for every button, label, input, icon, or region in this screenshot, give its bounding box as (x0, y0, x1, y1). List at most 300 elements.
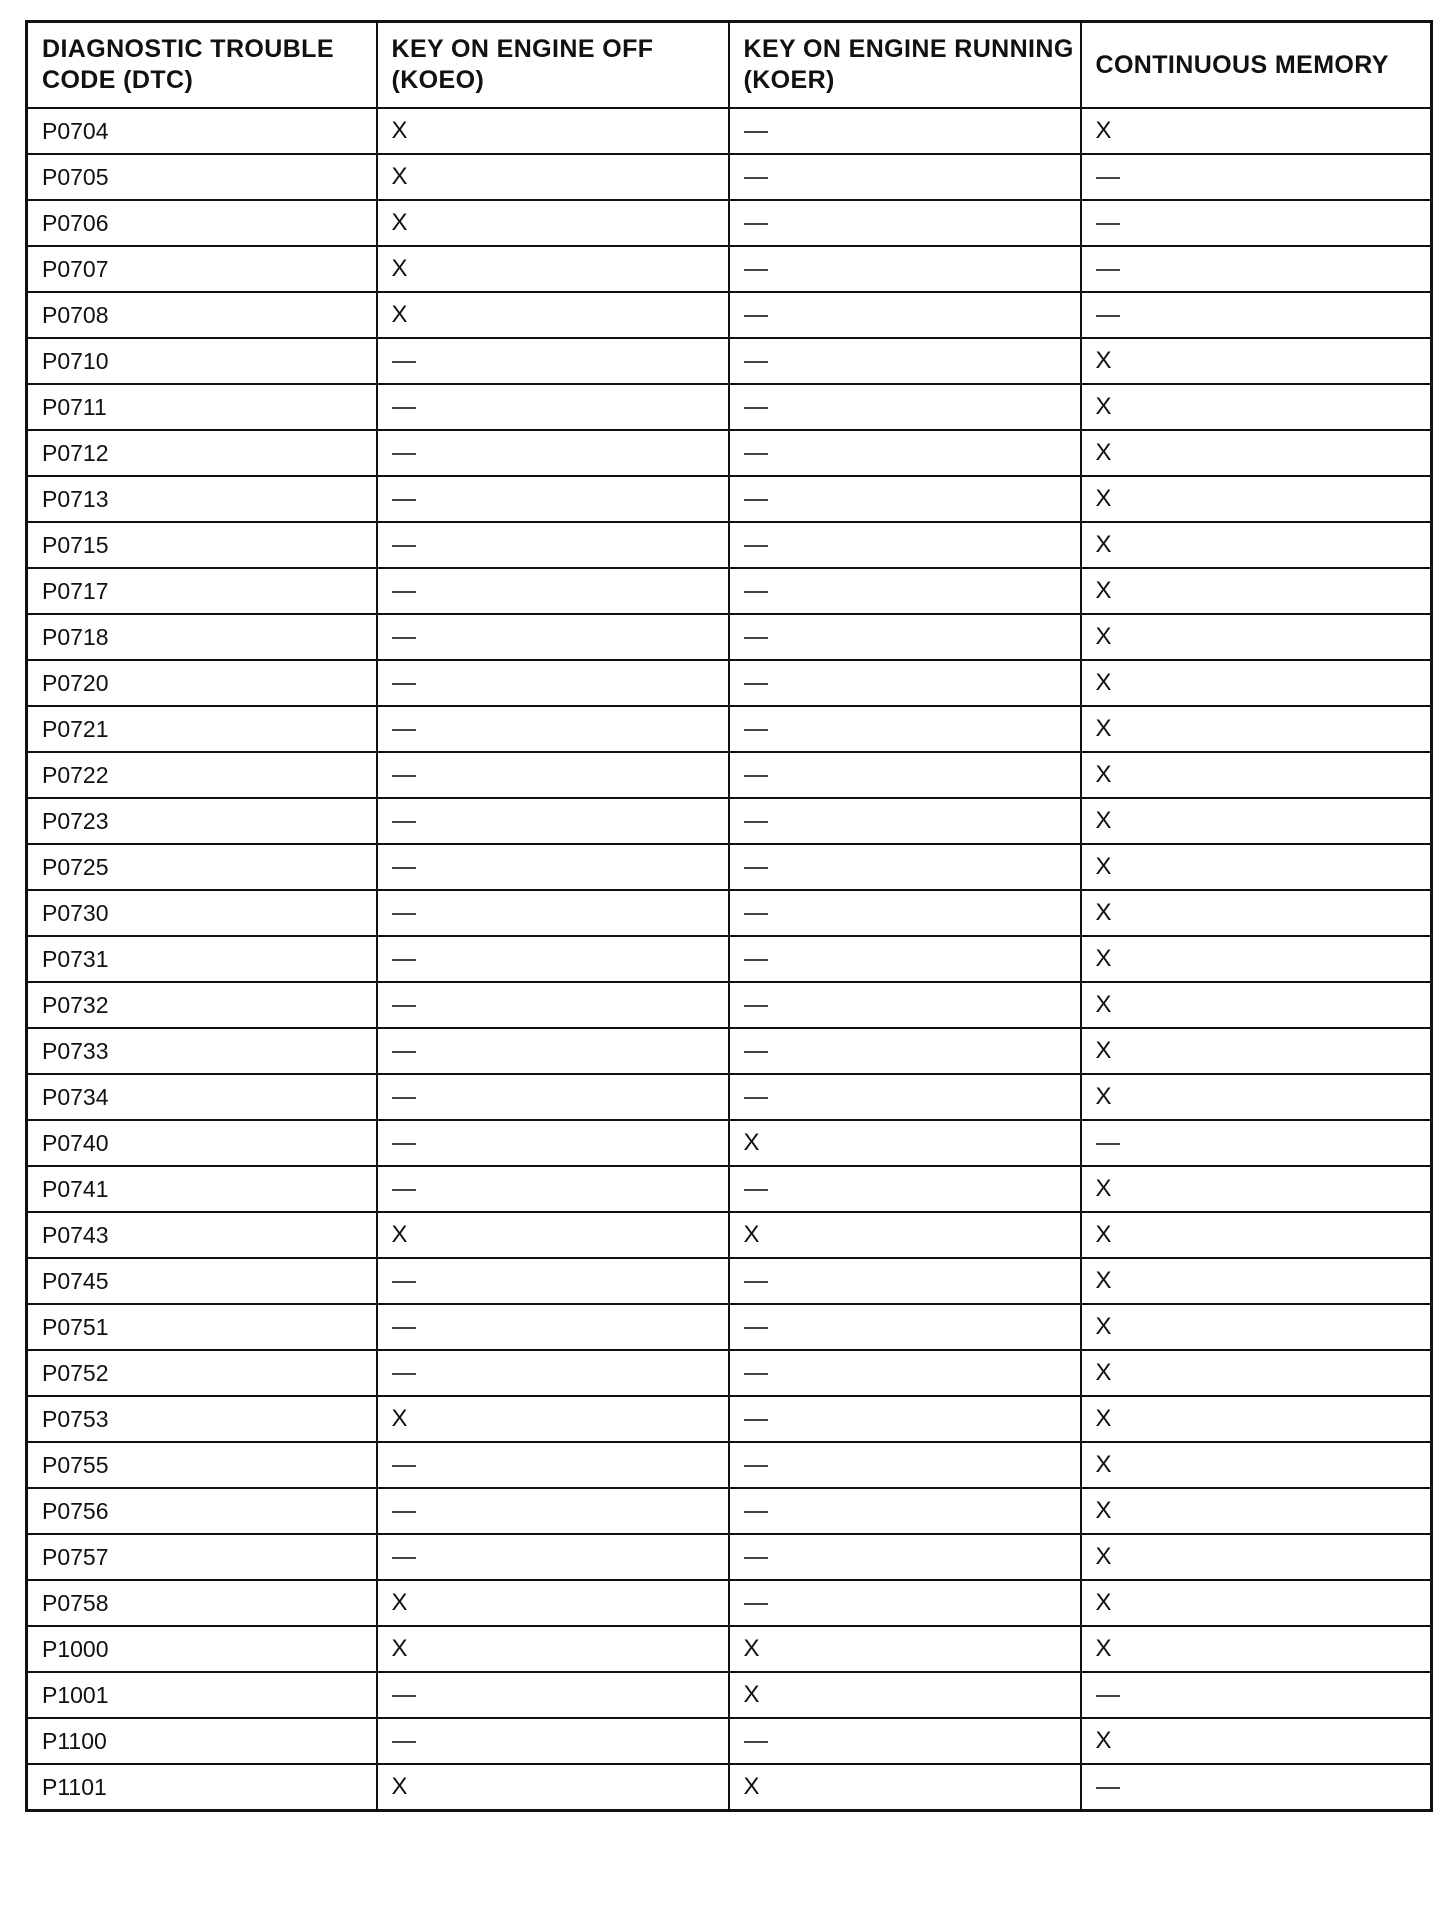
not-applicable-dash (744, 867, 768, 869)
applicable-mark: X (1095, 991, 1112, 1018)
not-applicable-dash (392, 959, 416, 961)
dtc-code: P0733 (42, 1037, 109, 1064)
not-applicable-dash (744, 1281, 768, 1283)
not-applicable-dash (744, 1051, 768, 1053)
table-row (27, 936, 1432, 982)
koer-cell (729, 1718, 1081, 1764)
not-applicable-dash (744, 407, 768, 409)
koer-cell (729, 154, 1081, 200)
continuous-memory-cell (1081, 798, 1432, 844)
not-applicable-dash (392, 1695, 416, 1697)
not-applicable-dash (744, 1603, 768, 1605)
not-applicable-dash (392, 591, 416, 593)
koer-cell (729, 1396, 1081, 1442)
continuous-memory-cell (1081, 154, 1432, 200)
table-row (27, 338, 1432, 384)
table-row (27, 384, 1432, 430)
not-applicable-dash (1096, 1695, 1120, 1697)
continuous-memory-cell (1081, 476, 1432, 522)
not-applicable-dash (744, 131, 768, 133)
table-row (27, 1258, 1432, 1304)
continuous-memory-cell (1081, 522, 1432, 568)
not-applicable-dash (1096, 1787, 1120, 1789)
koeo-cell (377, 1626, 729, 1672)
continuous-memory-cell (1081, 384, 1432, 430)
table-row (27, 1304, 1432, 1350)
applicable-mark: X (1095, 899, 1112, 926)
applicable-mark: X (391, 1589, 408, 1616)
koeo-cell (377, 1442, 729, 1488)
applicable-mark: X (1095, 945, 1112, 972)
not-applicable-dash (744, 315, 768, 317)
continuous-memory-cell (1081, 1718, 1432, 1764)
applicable-mark: X (1095, 807, 1112, 834)
dtc-code: P0711 (42, 393, 107, 420)
koeo-cell (377, 430, 729, 476)
table-row (27, 1626, 1432, 1672)
koeo-cell (377, 384, 729, 430)
koeo-cell (377, 154, 729, 200)
dtc-code: P0743 (42, 1221, 109, 1248)
koer-cell (729, 982, 1081, 1028)
applicable-mark: X (1095, 1727, 1112, 1754)
table-row (27, 752, 1432, 798)
dtc-code: P0745 (42, 1267, 109, 1294)
continuous-memory-cell (1081, 1304, 1432, 1350)
koer-cell (729, 936, 1081, 982)
continuous-memory-cell (1081, 1626, 1432, 1672)
koeo-cell (377, 1718, 729, 1764)
applicable-mark: X (1095, 1543, 1112, 1570)
table-row (27, 430, 1432, 476)
not-applicable-dash (744, 729, 768, 731)
table-row (27, 1350, 1432, 1396)
dtc-code-cell (27, 108, 377, 154)
not-applicable-dash (392, 1741, 416, 1743)
table-row (27, 1120, 1432, 1166)
table-row (27, 706, 1432, 752)
dtc-code: P1000 (42, 1635, 109, 1662)
dtc-code-cell (27, 292, 377, 338)
koeo-cell (377, 292, 729, 338)
applicable-mark: X (1095, 531, 1112, 558)
koeo-cell (377, 752, 729, 798)
not-applicable-dash (392, 913, 416, 915)
applicable-mark: X (743, 1773, 760, 1800)
dtc-code-cell (27, 1672, 377, 1718)
koer-cell (729, 1764, 1081, 1811)
applicable-mark: X (1095, 715, 1112, 742)
dtc-code: P0757 (42, 1543, 109, 1570)
continuous-memory-cell (1081, 1580, 1432, 1626)
continuous-memory-cell (1081, 1074, 1432, 1120)
not-applicable-dash (744, 1741, 768, 1743)
not-applicable-dash (744, 913, 768, 915)
not-applicable-dash (392, 1097, 416, 1099)
applicable-mark: X (743, 1221, 760, 1248)
applicable-mark: X (1095, 1313, 1112, 1340)
koeo-cell (377, 338, 729, 384)
dtc-code-cell (27, 1534, 377, 1580)
not-applicable-dash (392, 775, 416, 777)
dtc-code: P0734 (42, 1083, 109, 1110)
not-applicable-dash (744, 959, 768, 961)
dtc-code-cell (27, 522, 377, 568)
applicable-mark: X (1095, 1497, 1112, 1524)
dtc-code-cell (27, 1488, 377, 1534)
koer-cell (729, 890, 1081, 936)
dtc-code-cell (27, 1212, 377, 1258)
table-row (27, 200, 1432, 246)
koer-cell (729, 1534, 1081, 1580)
applicable-mark: X (1095, 853, 1112, 880)
koeo-cell (377, 1764, 729, 1811)
koer-cell (729, 200, 1081, 246)
not-applicable-dash (744, 1005, 768, 1007)
header-continuous-memory: CONTINUOUS MEMORY (1081, 22, 1432, 109)
dtc-code-cell (27, 200, 377, 246)
not-applicable-dash (392, 1005, 416, 1007)
applicable-mark: X (1095, 577, 1112, 604)
continuous-memory-cell (1081, 1672, 1432, 1718)
applicable-mark: X (1095, 1589, 1112, 1616)
applicable-mark: X (1095, 623, 1112, 650)
dtc-code: P0706 (42, 209, 109, 236)
applicable-mark: X (1095, 1267, 1112, 1294)
continuous-memory-cell (1081, 108, 1432, 154)
dtc-code-cell (27, 1764, 377, 1811)
koeo-cell (377, 982, 729, 1028)
not-applicable-dash (744, 453, 768, 455)
applicable-mark: X (1095, 485, 1112, 512)
dtc-code-cell (27, 614, 377, 660)
applicable-mark: X (743, 1635, 760, 1662)
dtc-code-cell (27, 1120, 377, 1166)
table-row (27, 154, 1432, 200)
not-applicable-dash (392, 1051, 416, 1053)
koer-cell (729, 1672, 1081, 1718)
dtc-code: P0712 (42, 439, 109, 466)
applicable-mark: X (391, 1635, 408, 1662)
table-row (27, 798, 1432, 844)
not-applicable-dash (392, 821, 416, 823)
koeo-cell (377, 200, 729, 246)
koer-cell (729, 706, 1081, 752)
table-row (27, 1396, 1432, 1442)
koer-cell (729, 246, 1081, 292)
dtc-code: P0718 (42, 623, 109, 650)
koer-cell (729, 1442, 1081, 1488)
not-applicable-dash (1096, 177, 1120, 179)
not-applicable-dash (744, 1327, 768, 1329)
not-applicable-dash (392, 361, 416, 363)
not-applicable-dash (392, 1143, 416, 1145)
not-applicable-dash (744, 775, 768, 777)
header-row (27, 22, 1432, 109)
not-applicable-dash (392, 1327, 416, 1329)
koeo-cell (377, 706, 729, 752)
applicable-mark: X (391, 255, 408, 282)
dtc-code: P0707 (42, 255, 109, 282)
not-applicable-dash (392, 1557, 416, 1559)
koer-cell (729, 1488, 1081, 1534)
dtc-code-cell (27, 1028, 377, 1074)
not-applicable-dash (744, 1511, 768, 1513)
not-applicable-dash (744, 1189, 768, 1191)
continuous-memory-cell (1081, 982, 1432, 1028)
not-applicable-dash (392, 1465, 416, 1467)
applicable-mark: X (1095, 439, 1112, 466)
dtc-code: P0758 (42, 1589, 109, 1616)
koeo-cell (377, 568, 729, 614)
koeo-cell (377, 798, 729, 844)
dtc-code: P1100 (42, 1727, 107, 1754)
table-row (27, 1166, 1432, 1212)
table-row (27, 660, 1432, 706)
dtc-code: P0708 (42, 301, 109, 328)
not-applicable-dash (392, 1373, 416, 1375)
continuous-memory-cell (1081, 706, 1432, 752)
not-applicable-dash (744, 591, 768, 593)
koer-cell (729, 1258, 1081, 1304)
continuous-memory-cell (1081, 246, 1432, 292)
dtc-code-cell (27, 154, 377, 200)
not-applicable-dash (744, 683, 768, 685)
dtc-code: P0705 (42, 163, 109, 190)
koeo-cell (377, 936, 729, 982)
dtc-code: P0704 (42, 117, 109, 144)
table-row (27, 1212, 1432, 1258)
dtc-code: P0741 (42, 1175, 109, 1202)
applicable-mark: X (743, 1129, 760, 1156)
dtc-code-cell (27, 1626, 377, 1672)
dtc-code: P0715 (42, 531, 109, 558)
koeo-cell (377, 1258, 729, 1304)
koeo-cell (377, 1166, 729, 1212)
applicable-mark: X (1095, 1405, 1112, 1432)
table-row (27, 476, 1432, 522)
applicable-mark: X (1095, 1083, 1112, 1110)
continuous-memory-cell (1081, 1488, 1432, 1534)
applicable-mark: X (391, 1405, 408, 1432)
koeo-cell (377, 108, 729, 154)
applicable-mark: X (391, 209, 408, 236)
dtc-code: P0732 (42, 991, 109, 1018)
dtc-code-cell (27, 660, 377, 706)
dtc-code-cell (27, 384, 377, 430)
applicable-mark: X (1095, 1175, 1112, 1202)
applicable-mark: X (391, 117, 408, 144)
continuous-memory-cell (1081, 890, 1432, 936)
table-row (27, 1718, 1432, 1764)
dtc-table (25, 20, 1433, 1812)
applicable-mark: X (1095, 1359, 1112, 1386)
not-applicable-dash (392, 453, 416, 455)
dtc-code-cell (27, 568, 377, 614)
continuous-memory-cell (1081, 1442, 1432, 1488)
koeo-cell (377, 1120, 729, 1166)
continuous-memory-cell (1081, 292, 1432, 338)
applicable-mark: X (1095, 761, 1112, 788)
dtc-code-cell (27, 1304, 377, 1350)
continuous-memory-cell (1081, 1166, 1432, 1212)
not-applicable-dash (744, 1465, 768, 1467)
not-applicable-dash (744, 223, 768, 225)
dtc-code: P0753 (42, 1405, 109, 1432)
dtc-code-cell (27, 1350, 377, 1396)
dtc-code: P0713 (42, 485, 109, 512)
continuous-memory-cell (1081, 614, 1432, 660)
dtc-code: P1001 (42, 1681, 109, 1708)
koer-cell (729, 1580, 1081, 1626)
continuous-memory-cell (1081, 1258, 1432, 1304)
dtc-code-cell (27, 246, 377, 292)
not-applicable-dash (744, 499, 768, 501)
not-applicable-dash (392, 729, 416, 731)
dtc-code-cell (27, 1074, 377, 1120)
table-row (27, 108, 1432, 154)
header-dtc: DIAGNOSTIC TROUBLE CODE (DTC) (27, 22, 377, 109)
table-header (27, 22, 1432, 109)
not-applicable-dash (1096, 1143, 1120, 1145)
table-row (27, 246, 1432, 292)
not-applicable-dash (744, 177, 768, 179)
applicable-mark: X (1095, 1635, 1112, 1662)
koeo-cell (377, 890, 729, 936)
dtc-code: P0720 (42, 669, 109, 696)
continuous-memory-cell (1081, 1534, 1432, 1580)
not-applicable-dash (744, 1419, 768, 1421)
not-applicable-dash (744, 637, 768, 639)
dtc-code-cell (27, 430, 377, 476)
applicable-mark: X (1095, 1037, 1112, 1064)
dtc-code: P0721 (42, 715, 109, 742)
not-applicable-dash (1096, 315, 1120, 317)
header-koer: KEY ON ENGINE RUNNING (KOER) (729, 22, 1081, 109)
not-applicable-dash (392, 1189, 416, 1191)
not-applicable-dash (392, 637, 416, 639)
dtc-code: P0752 (42, 1359, 109, 1386)
dtc-code-cell (27, 752, 377, 798)
table-row (27, 614, 1432, 660)
dtc-code: P0756 (42, 1497, 109, 1524)
applicable-mark: X (743, 1681, 760, 1708)
not-applicable-dash (744, 545, 768, 547)
table-row (27, 1442, 1432, 1488)
continuous-memory-cell (1081, 1396, 1432, 1442)
dtc-code-cell (27, 798, 377, 844)
not-applicable-dash (744, 269, 768, 271)
koeo-cell (377, 1488, 729, 1534)
koer-cell (729, 430, 1081, 476)
applicable-mark: X (1095, 1451, 1112, 1478)
dtc-code-cell (27, 936, 377, 982)
continuous-memory-cell (1081, 1350, 1432, 1396)
not-applicable-dash (392, 545, 416, 547)
dtc-code: P0717 (42, 577, 109, 604)
koer-cell (729, 1304, 1081, 1350)
koer-cell (729, 1028, 1081, 1074)
dtc-code: P0731 (42, 945, 109, 972)
header-koeo: KEY ON ENGINE OFF (KOEO) (377, 22, 729, 109)
dtc-code-cell (27, 1166, 377, 1212)
dtc-code-cell (27, 1258, 377, 1304)
koeo-cell (377, 1672, 729, 1718)
koeo-cell (377, 1304, 729, 1350)
koer-cell (729, 1350, 1081, 1396)
koeo-cell (377, 660, 729, 706)
continuous-memory-cell (1081, 660, 1432, 706)
koer-cell (729, 1166, 1081, 1212)
table-row (27, 1580, 1432, 1626)
applicable-mark: X (391, 301, 408, 328)
koer-cell (729, 1074, 1081, 1120)
applicable-mark: X (391, 1221, 408, 1248)
applicable-mark: X (1095, 347, 1112, 374)
applicable-mark: X (1095, 117, 1112, 144)
table-row (27, 1074, 1432, 1120)
table-row (27, 1028, 1432, 1074)
koeo-cell (377, 476, 729, 522)
dtc-code-cell (27, 706, 377, 752)
koer-cell (729, 108, 1081, 154)
koeo-cell (377, 522, 729, 568)
koer-cell (729, 384, 1081, 430)
koer-cell (729, 522, 1081, 568)
not-applicable-dash (392, 867, 416, 869)
koeo-cell (377, 614, 729, 660)
dtc-code: P1101 (42, 1773, 107, 1800)
koeo-cell (377, 246, 729, 292)
applicable-mark: X (391, 163, 408, 190)
koer-cell (729, 752, 1081, 798)
dtc-code: P0730 (42, 899, 109, 926)
dtc-code-cell (27, 476, 377, 522)
table-row (27, 1534, 1432, 1580)
koer-cell (729, 1120, 1081, 1166)
koeo-cell (377, 1396, 729, 1442)
table-row (27, 844, 1432, 890)
not-applicable-dash (392, 407, 416, 409)
continuous-memory-cell (1081, 1028, 1432, 1074)
koer-cell (729, 476, 1081, 522)
table-row (27, 1488, 1432, 1534)
koer-cell (729, 1626, 1081, 1672)
dtc-code-cell (27, 890, 377, 936)
koer-cell (729, 292, 1081, 338)
dtc-code: P0740 (42, 1129, 109, 1156)
dtc-code-cell (27, 1580, 377, 1626)
not-applicable-dash (392, 683, 416, 685)
koer-cell (729, 338, 1081, 384)
applicable-mark: X (1095, 1221, 1112, 1248)
koeo-cell (377, 1534, 729, 1580)
table-body (27, 108, 1432, 1811)
continuous-memory-cell (1081, 1120, 1432, 1166)
dtc-code: P0723 (42, 807, 109, 834)
koeo-cell (377, 844, 729, 890)
continuous-memory-cell (1081, 338, 1432, 384)
koer-cell (729, 844, 1081, 890)
koeo-cell (377, 1580, 729, 1626)
not-applicable-dash (392, 499, 416, 501)
table-row (27, 568, 1432, 614)
dtc-code: P0755 (42, 1451, 109, 1478)
not-applicable-dash (392, 1511, 416, 1513)
not-applicable-dash (744, 1557, 768, 1559)
continuous-memory-cell (1081, 1212, 1432, 1258)
koer-cell (729, 798, 1081, 844)
